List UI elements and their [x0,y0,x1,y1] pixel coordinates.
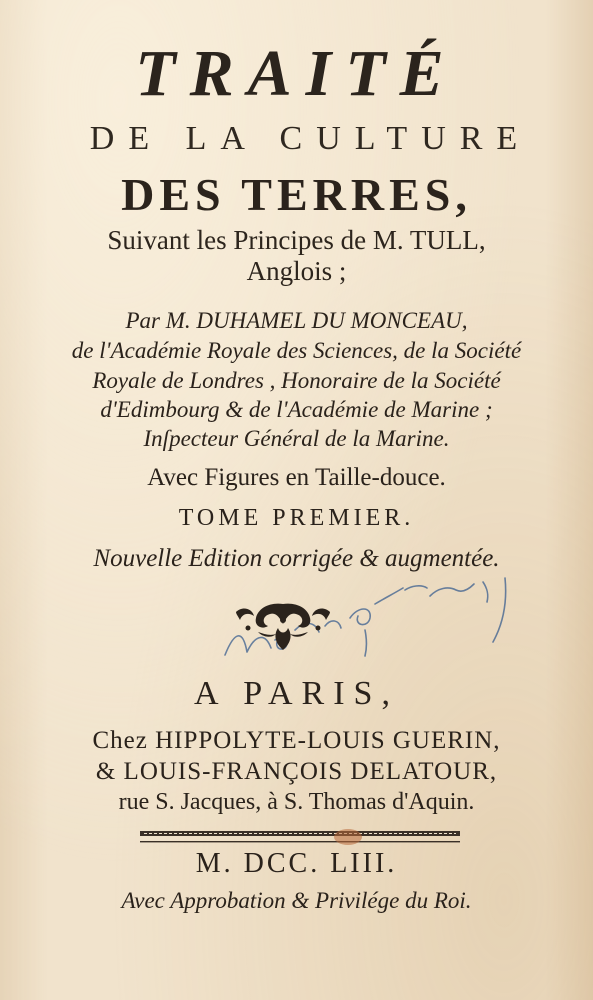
edition-note: Nouvelle Edition corrigée & augmentée. [93,545,500,572]
author-line: Royale de Londres , Honoraire de la Société [92,368,501,393]
publisher-line: & LOUIS-FRANÇOIS DELATOUR, [95,758,498,785]
publisher-line: Chez HIPPOLYTE-LOUIS GUERIN, [92,727,501,754]
author-line: d'Edimbourg & de l'Académie de Marine ; [100,397,493,422]
decorative-rule [140,828,460,850]
tome-label: TOME PREMIER. [178,505,415,531]
publication-date: M. DCC. LIII. [195,848,398,879]
author-line: de l'Académie Royale des Sciences, de la Société [71,338,522,363]
author-line: Inſpecteur Général de la Marine. [143,426,450,451]
figures-note: Avec Figures en Taille-douce. [147,464,446,491]
author-line: Par M. DUHAMEL DU MONCEAU, [125,308,468,333]
approbation-line: Avec Approbation & Privilége du Roi. [121,888,472,913]
place-of-publication: A PARIS, [194,675,399,712]
title-culture: DE LA CULTURE [89,120,532,157]
subtitle-principes: Suivant les Principes de M. TULL, [107,225,486,255]
subtitle-anglois: Anglois ; [246,256,347,286]
title-traite: TRAITÉ [135,37,458,110]
title-terres: DES TERRES, [121,169,472,220]
publisher-address: rue S. Jacques, à S. Thomas d'Aquin. [118,789,475,815]
printers-ornament [228,598,338,654]
